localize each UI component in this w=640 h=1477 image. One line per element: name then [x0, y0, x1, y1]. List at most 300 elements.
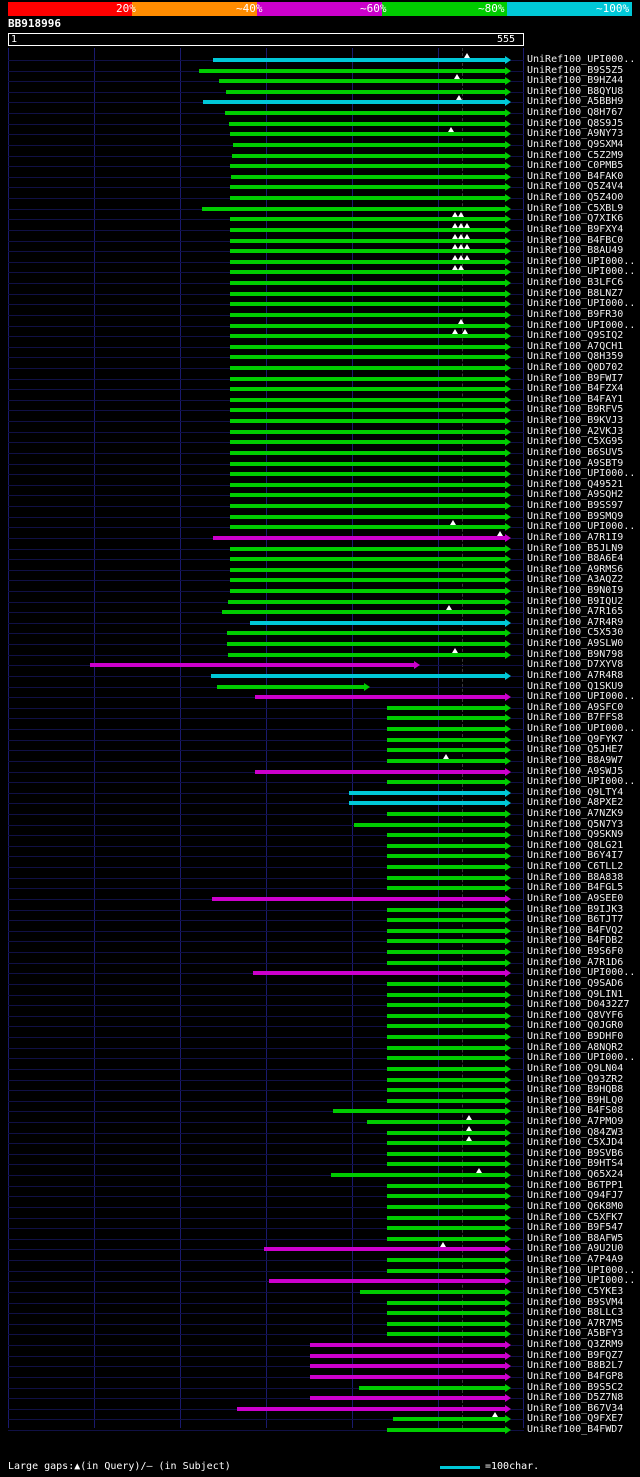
alignment-bar[interactable] [212, 897, 511, 901]
hit-label[interactable]: UniRef100_B4FS08 [527, 1105, 624, 1116]
alignment-bar[interactable] [213, 58, 511, 62]
strand-arrow-icon [505, 460, 511, 468]
alignment-bar[interactable] [230, 366, 511, 370]
alignment-bar[interactable] [387, 1078, 511, 1082]
alignment-bar[interactable] [230, 164, 511, 168]
strand-arrow-icon [505, 1192, 511, 1200]
hit-label[interactable]: UniRef100_B7FFS8 [527, 712, 624, 723]
alignment-bar[interactable] [310, 1343, 511, 1347]
alignment-bar[interactable] [230, 462, 511, 466]
hit-label[interactable]: UniRef100_UPI000.. [527, 266, 636, 277]
alignment-bar[interactable] [387, 1216, 511, 1220]
alignment-bar[interactable] [230, 228, 511, 232]
hit-label[interactable]: UniRef100_Q5N7Y3 [527, 819, 624, 830]
alignment-bar[interactable] [90, 663, 420, 667]
hit-label[interactable]: UniRef100_B8A9W7 [527, 755, 624, 766]
hit-label[interactable]: UniRef100_B9IQU2 [527, 596, 624, 607]
alignment-bar[interactable] [387, 1194, 511, 1198]
alignment-bar[interactable] [387, 929, 511, 933]
hit-label[interactable]: UniRef100_B5JLN9 [527, 543, 624, 554]
hit-label[interactable]: UniRef100_B6SUV5 [527, 447, 624, 458]
alignment-segment [233, 143, 506, 147]
alignment-bar[interactable] [225, 111, 511, 115]
alignment-bar[interactable] [310, 1396, 511, 1400]
alignment-bar[interactable] [387, 748, 511, 752]
alignment-bar[interactable] [230, 547, 511, 551]
hit-label[interactable]: UniRef100_B9SVM4 [527, 1297, 624, 1308]
hit-label[interactable]: UniRef100_B6Y4I7 [527, 850, 624, 861]
strand-arrow-icon [505, 884, 511, 892]
alignment-bar[interactable] [230, 239, 511, 243]
strand-arrow-icon [505, 1076, 511, 1084]
hit-label[interactable]: UniRef100_A8NQR2 [527, 1042, 624, 1053]
alignment-bar[interactable] [230, 578, 511, 582]
alignment-segment [310, 1343, 506, 1347]
hit-label[interactable]: UniRef100_B9S6F0 [527, 946, 624, 957]
alignment-bar[interactable] [387, 1141, 511, 1145]
hit-label[interactable]: UniRef100_Q6K8M0 [527, 1201, 624, 1212]
hit-label[interactable]: UniRef100_A2VKJ3 [527, 426, 624, 437]
alignment-bar[interactable] [387, 1014, 511, 1018]
alignment-bar[interactable] [227, 631, 511, 635]
alignment-bar[interactable] [230, 334, 511, 338]
hit-label[interactable]: UniRef100_Q1SKU9 [527, 681, 624, 692]
hit-label[interactable]: UniRef100_B4FZX4 [527, 383, 624, 394]
alignment-bar[interactable] [230, 451, 511, 455]
hit-label[interactable]: UniRef100_Q9SKN9 [527, 829, 624, 840]
alignment-bar[interactable] [387, 908, 511, 912]
hit-label[interactable]: UniRef100_A9SQH2 [527, 489, 624, 500]
large-gap-triangle-icon [443, 754, 449, 759]
hit-label[interactable]: UniRef100_B4FGL5 [527, 882, 624, 893]
alignment-bar[interactable] [387, 950, 511, 954]
alignment-segment [230, 217, 506, 221]
alignment-bar[interactable] [310, 1375, 511, 1379]
hit-label[interactable]: UniRef100_Q8H359 [527, 351, 624, 362]
hit-label[interactable]: UniRef100_Q8VYF6 [527, 1010, 624, 1021]
alignment-bar[interactable] [387, 918, 511, 922]
hit-label[interactable]: UniRef100_B4FDB2 [527, 935, 624, 946]
hit-label[interactable]: UniRef100_C5YKE3 [527, 1286, 624, 1297]
hit-label[interactable]: UniRef100_B9SMQ9 [527, 511, 624, 522]
alignment-bar[interactable] [230, 525, 511, 529]
strand-arrow-icon [505, 778, 511, 786]
alignment-bar[interactable] [231, 175, 511, 179]
hit-label[interactable]: UniRef100_B9HQB8 [527, 1084, 624, 1095]
alignment-bar[interactable] [387, 1205, 511, 1209]
grid-line [523, 48, 524, 1428]
hit-label[interactable]: UniRef100_B9N0I9 [527, 585, 624, 596]
alignment-bar[interactable] [387, 1056, 511, 1060]
hit-label[interactable]: UniRef100_A9SBT9 [527, 458, 624, 469]
alignment-bar[interactable] [230, 324, 511, 328]
alignment-segment [387, 993, 506, 997]
hit-label[interactable]: UniRef100_Q9SXM4 [527, 139, 624, 150]
alignment-bar[interactable] [387, 1226, 511, 1230]
alignment-bar[interactable] [232, 154, 511, 158]
alignment-bar[interactable] [387, 961, 511, 965]
hit-label[interactable]: UniRef100_A5BBH9 [527, 96, 624, 107]
alignment-bar[interactable] [393, 1417, 511, 1421]
hit-label[interactable]: UniRef100_B67V34 [527, 1403, 624, 1414]
strand-arrow-icon [505, 279, 511, 287]
hit-label[interactable]: UniRef100_B9FQZ7 [527, 1350, 624, 1361]
alignment-bar[interactable] [203, 100, 511, 104]
alignment-bar[interactable] [230, 313, 511, 317]
alignment-segment [387, 833, 506, 837]
alignment-bar[interactable] [387, 939, 511, 943]
alignment-bar[interactable] [219, 79, 511, 83]
alignment-bar[interactable] [310, 1354, 511, 1358]
alignment-bar[interactable] [230, 398, 511, 402]
alignment-segment [387, 982, 506, 986]
alignment-bar[interactable] [387, 886, 511, 890]
alignment-bar[interactable] [359, 1386, 511, 1390]
hit-label[interactable]: UniRef100_C0PMB5 [527, 160, 624, 171]
hit-label[interactable]: UniRef100_UPI000.. [527, 1265, 636, 1276]
hit-label[interactable]: UniRef100_A7R7M5 [527, 1318, 624, 1329]
hit-label[interactable]: UniRef100_A9SWJ5 [527, 766, 624, 777]
alignment-bar[interactable] [387, 727, 511, 731]
hit-label[interactable]: UniRef100_Q7XIK6 [527, 213, 624, 224]
hit-label[interactable]: UniRef100_B9SS97 [527, 500, 624, 511]
hit-label[interactable]: UniRef100_UPI000.. [527, 723, 636, 734]
hit-label[interactable]: UniRef100_A7QCH1 [527, 341, 624, 352]
hit-label[interactable]: UniRef100_Q0D702 [527, 362, 624, 373]
alignment-bar[interactable] [387, 738, 511, 742]
alignment-bar[interactable] [333, 1109, 511, 1113]
hit-label[interactable]: UniRef100_A9NY73 [527, 128, 624, 139]
alignment-bar[interactable] [360, 1290, 511, 1294]
hit-label[interactable]: UniRef100_Q8S9J5 [527, 118, 624, 129]
alignment-bar[interactable] [387, 1184, 511, 1188]
hit-label[interactable]: UniRef100_A7R1D6 [527, 957, 624, 968]
alignment-bar[interactable] [387, 1067, 511, 1071]
hit-label[interactable]: UniRef100_B9DHF0 [527, 1031, 624, 1042]
hit-label[interactable]: UniRef100_B8A6E4 [527, 553, 624, 564]
strand-arrow-icon [505, 109, 511, 117]
alignment-bar[interactable] [230, 292, 511, 296]
alignment-bar[interactable] [226, 90, 511, 94]
alignment-bar[interactable] [230, 568, 511, 572]
hit-label[interactable]: UniRef100_UPI000.. [527, 256, 636, 267]
alignment-bar[interactable] [230, 345, 511, 349]
alignment-bar[interactable] [387, 1162, 511, 1166]
hit-label[interactable]: UniRef100_Q0JGR0 [527, 1020, 624, 1031]
alignment-bar[interactable] [217, 685, 370, 689]
hit-label[interactable]: UniRef100_B8AU49 [527, 245, 624, 256]
hit-label[interactable]: UniRef100_C5XG95 [527, 436, 624, 447]
hit-label[interactable]: UniRef100_UPI000.. [527, 776, 636, 787]
hit-label[interactable]: UniRef100_Q9FXE7 [527, 1413, 624, 1424]
alignment-bar[interactable] [230, 493, 511, 497]
alignment-segment [349, 801, 506, 805]
hit-label[interactable]: UniRef100_C6TLL2 [527, 861, 624, 872]
hit-label[interactable]: UniRef100_B9IJK3 [527, 904, 624, 915]
alignment-bar[interactable] [387, 1301, 511, 1305]
alignment-segment [237, 1407, 506, 1411]
hit-label[interactable]: UniRef100_B8QYU8 [527, 86, 624, 97]
strand-arrow-icon [505, 1320, 511, 1328]
alignment-bar[interactable] [387, 1311, 511, 1315]
alignment-segment [333, 1109, 506, 1113]
alignment-bar[interactable] [387, 1099, 511, 1103]
hit-label[interactable]: UniRef100_Q8H767 [527, 107, 624, 118]
alignment-bar[interactable] [387, 1332, 511, 1336]
strand-arrow-icon [505, 1415, 511, 1423]
hit-label[interactable]: UniRef100_UPI000.. [527, 298, 636, 309]
alignment-segment [228, 653, 506, 657]
hit-label[interactable]: UniRef100_Q9LN04 [527, 1063, 624, 1074]
hit-label[interactable]: UniRef100_UPI000.. [527, 320, 636, 331]
hit-label[interactable]: UniRef100_B9HTS4 [527, 1158, 624, 1169]
hit-label[interactable]: UniRef100_UPI000.. [527, 1052, 636, 1063]
alignment-segment [230, 334, 506, 338]
hit-label[interactable]: UniRef100_A7R1I9 [527, 532, 624, 543]
alignment-bar[interactable] [230, 504, 511, 508]
hit-label[interactable]: UniRef100_B9SVB6 [527, 1148, 624, 1159]
alignment-bar[interactable] [387, 1035, 511, 1039]
hit-label[interactable]: UniRef100_B9FXY4 [527, 224, 624, 235]
alignment-bar[interactable] [387, 982, 511, 986]
alignment-bar[interactable] [250, 621, 511, 625]
strand-arrow-icon [505, 863, 511, 871]
alignment-bar[interactable] [255, 770, 511, 774]
alignment-bar[interactable] [233, 143, 511, 147]
alignment-bar[interactable] [387, 1428, 511, 1432]
alignment-bar[interactable] [229, 122, 511, 126]
hit-label[interactable]: UniRef100_B4FVQ2 [527, 925, 624, 936]
alignment-bar[interactable] [228, 600, 511, 604]
hit-label[interactable]: UniRef100_B9S5Z5 [527, 65, 624, 76]
alignment-bar[interactable] [230, 196, 511, 200]
hit-label[interactable]: UniRef100_Q94FJ7 [527, 1190, 624, 1201]
strand-arrow-icon [505, 1373, 511, 1381]
hit-label[interactable]: UniRef100_B8B2L7 [527, 1360, 624, 1371]
hit-label[interactable]: UniRef100_Q5JHE7 [527, 744, 624, 755]
alignment-bar[interactable] [387, 1003, 511, 1007]
hit-label[interactable]: UniRef100_Q5Z4O0 [527, 192, 624, 203]
alignment-bar[interactable] [349, 791, 511, 795]
hit-label[interactable]: UniRef100_Q5Z4V4 [527, 181, 624, 192]
alignment-segment [255, 695, 506, 699]
alignment-bar[interactable] [230, 472, 511, 476]
alignment-bar[interactable] [213, 536, 511, 540]
hit-label[interactable]: UniRef100_C5Z2M9 [527, 150, 624, 161]
alignment-segment [230, 525, 506, 529]
hit-label[interactable]: UniRef100_Q93ZR2 [527, 1074, 624, 1085]
alignment-bar[interactable] [230, 132, 511, 136]
hit-label[interactable]: UniRef100_A7PMO9 [527, 1116, 624, 1127]
hit-label[interactable]: UniRef100_A7NZK9 [527, 808, 624, 819]
strand-arrow-icon [505, 969, 511, 977]
hit-label[interactable]: UniRef100_C5X530 [527, 627, 624, 638]
hit-label[interactable]: UniRef100_A9SFC0 [527, 702, 624, 713]
hit-label[interactable]: UniRef100_Q3ZRM9 [527, 1339, 624, 1350]
alignment-bar[interactable] [387, 1088, 511, 1092]
alignment-bar[interactable] [199, 69, 511, 73]
large-gap-triangle-icon [462, 329, 468, 334]
alignment-bar[interactable] [230, 377, 511, 381]
alignment-bar[interactable] [387, 854, 511, 858]
alignment-bar[interactable] [228, 653, 511, 657]
hit-label[interactable]: UniRef100_A8PXE2 [527, 797, 624, 808]
hit-label[interactable]: UniRef100_Q9SAD6 [527, 978, 624, 989]
hit-label[interactable]: UniRef100_B9FWI7 [527, 373, 624, 384]
hit-label[interactable]: UniRef100_UPI000.. [527, 521, 636, 532]
hit-label[interactable]: UniRef100_A9SLW0 [527, 638, 624, 649]
strand-arrow-icon [505, 821, 511, 829]
hit-label[interactable]: UniRef100_C5XFK7 [527, 1212, 624, 1223]
alignment-bar[interactable] [230, 557, 511, 561]
hit-label[interactable]: UniRef100_C5XBL9 [527, 203, 624, 214]
alignment-bar[interactable] [253, 971, 511, 975]
hit-label[interactable]: UniRef100_B9S5C2 [527, 1382, 624, 1393]
alignment-bar[interactable] [230, 430, 511, 434]
alignment-bar[interactable] [230, 281, 511, 285]
alignment-bar[interactable] [230, 387, 511, 391]
alignment-bar[interactable] [387, 1131, 511, 1135]
alignment-bar[interactable] [387, 1258, 511, 1262]
hit-label[interactable]: UniRef100_UPI000.. [527, 691, 636, 702]
strand-arrow-icon [505, 1022, 511, 1030]
alignment-bar[interactable] [230, 483, 511, 487]
hit-label[interactable]: UniRef100_UPI000.. [527, 468, 636, 479]
hit-label[interactable]: UniRef100_A9U2U0 [527, 1243, 624, 1254]
hit-label[interactable]: UniRef100_A7R4R9 [527, 617, 624, 628]
hit-label[interactable]: UniRef100_B9N798 [527, 649, 624, 660]
alignment-bar[interactable] [387, 1046, 511, 1050]
alignment-bar[interactable] [230, 419, 511, 423]
hit-label[interactable]: UniRef100_B8LNZ7 [527, 288, 624, 299]
hit-label[interactable]: UniRef100_Q8LG21 [527, 840, 624, 851]
hit-label[interactable]: UniRef100_Q65X24 [527, 1169, 624, 1180]
alignment-bar[interactable] [230, 515, 511, 519]
alignment-bar[interactable] [202, 207, 511, 211]
alignment-bar[interactable] [354, 823, 511, 827]
alignment-bar[interactable] [237, 1407, 511, 1411]
alignment-bar[interactable] [230, 589, 511, 593]
hit-label[interactable]: UniRef100_Q9FYK7 [527, 734, 624, 745]
hit-label[interactable]: UniRef100_B4FGP8 [527, 1371, 624, 1382]
hit-label[interactable]: UniRef100_Q9LTY4 [527, 787, 624, 798]
alignment-bar[interactable] [387, 1269, 511, 1273]
large-gap-triangle-icon [497, 531, 503, 536]
alignment-segment [230, 270, 506, 274]
large-gap-triangle-icon [452, 648, 458, 653]
alignment-bar[interactable] [211, 674, 511, 678]
strand-arrow-icon [505, 1330, 511, 1338]
alignment-bar[interactable] [387, 1237, 511, 1241]
hit-label[interactable]: UniRef100_B4FBC0 [527, 235, 624, 246]
hit-label[interactable]: UniRef100_B4FAY1 [527, 394, 624, 405]
hit-label[interactable]: UniRef100_A3AQZ2 [527, 574, 624, 585]
alignment-bar[interactable] [230, 408, 511, 412]
alignment-bar[interactable] [230, 302, 511, 306]
alignment-bar[interactable] [387, 706, 511, 710]
hit-label[interactable]: UniRef100_C5XJD4 [527, 1137, 624, 1148]
alignment-bar[interactable] [387, 759, 511, 763]
alignment-bar[interactable] [227, 642, 511, 646]
hit-label[interactable]: UniRef100_B8LLC3 [527, 1307, 624, 1318]
hit-label[interactable]: UniRef100_B9HZ44 [527, 75, 624, 86]
hit-label[interactable]: UniRef100_B8A838 [527, 872, 624, 883]
hit-label[interactable]: UniRef100_D5Z7N8 [527, 1392, 624, 1403]
hit-label[interactable]: UniRef100_Q49521 [527, 479, 624, 490]
alignment-bar[interactable] [367, 1120, 511, 1124]
hit-label[interactable]: UniRef100_A7R165 [527, 606, 624, 617]
hit-label[interactable]: UniRef100_A7P4A9 [527, 1254, 624, 1265]
alignment-bar[interactable] [331, 1173, 511, 1177]
hit-label[interactable]: UniRef100_B8AFW5 [527, 1233, 624, 1244]
hit-label[interactable]: UniRef100_A9SEE0 [527, 893, 624, 904]
alignment-bar[interactable] [230, 185, 511, 189]
alignment-bar[interactable] [387, 716, 511, 720]
alignment-bar[interactable] [230, 440, 511, 444]
hit-label[interactable]: UniRef100_B6TJT7 [527, 914, 624, 925]
hit-label[interactable]: UniRef100_Q9SIQ2 [527, 330, 624, 341]
alignment-bar[interactable] [230, 260, 511, 264]
hit-label[interactable]: UniRef100_UPI000.. [527, 1275, 636, 1286]
alignment-bar[interactable] [387, 1322, 511, 1326]
hit-label[interactable]: UniRef100_UPI000.. [527, 54, 636, 65]
alignment-segment [230, 345, 506, 349]
alignment-bar[interactable] [222, 610, 511, 614]
hit-label[interactable]: UniRef100_D7XYV8 [527, 659, 624, 670]
alignment-segment [227, 631, 506, 635]
hit-label[interactable]: UniRef100_B9KVJ3 [527, 415, 624, 426]
strand-arrow-icon [505, 1150, 511, 1158]
alignment-bar[interactable] [387, 876, 511, 880]
hit-label[interactable]: UniRef100_D0432Z7 [527, 999, 630, 1010]
hit-label[interactable]: UniRef100_Q84ZW3 [527, 1127, 624, 1138]
alignment-bar[interactable] [387, 812, 511, 816]
strand-arrow-icon [505, 1384, 511, 1392]
hit-label[interactable]: UniRef100_B3LFC6 [527, 277, 624, 288]
hit-label[interactable]: UniRef100_B9FR30 [527, 309, 624, 320]
alignment-bar[interactable] [387, 780, 511, 784]
alignment-bar[interactable] [230, 355, 511, 359]
hit-label[interactable]: UniRef100_B9RFV5 [527, 404, 624, 415]
hit-label[interactable]: UniRef100_A5BFY3 [527, 1328, 624, 1339]
hit-label[interactable]: UniRef100_B4FWD7 [527, 1424, 624, 1435]
strand-arrow-icon [505, 1426, 511, 1434]
alignment-bar[interactable] [387, 993, 511, 997]
alignment-bar[interactable] [264, 1247, 511, 1251]
alignment-bar[interactable] [230, 217, 511, 221]
alignment-segment [387, 1067, 506, 1071]
alignment-bar[interactable] [387, 1152, 511, 1156]
alignment-bar[interactable] [349, 801, 511, 805]
alignment-bar[interactable] [387, 844, 511, 848]
hit-label[interactable]: UniRef100_B4FAK0 [527, 171, 624, 182]
alignment-bar[interactable] [387, 833, 511, 837]
hit-label[interactable]: UniRef100_A9RMS6 [527, 564, 624, 575]
alignment-bar[interactable] [269, 1279, 511, 1283]
alignment-bar[interactable] [255, 695, 511, 699]
hit-label[interactable]: UniRef100_B9F547 [527, 1222, 624, 1233]
alignment-bar[interactable] [387, 865, 511, 869]
hit-label[interactable]: UniRef100_UPI000.. [527, 967, 636, 978]
hit-label[interactable]: UniRef100_Q9LIN1 [527, 989, 624, 1000]
hit-label[interactable]: UniRef100_A7R4R8 [527, 670, 624, 681]
hit-label[interactable]: UniRef100_B6TPP1 [527, 1180, 624, 1191]
alignment-bar[interactable] [230, 249, 511, 253]
alignment-bar[interactable] [230, 270, 511, 274]
hit-label[interactable]: UniRef100_B9HLQ0 [527, 1095, 624, 1106]
alignment-bar[interactable] [387, 1024, 511, 1028]
alignment-bar[interactable] [310, 1364, 511, 1368]
